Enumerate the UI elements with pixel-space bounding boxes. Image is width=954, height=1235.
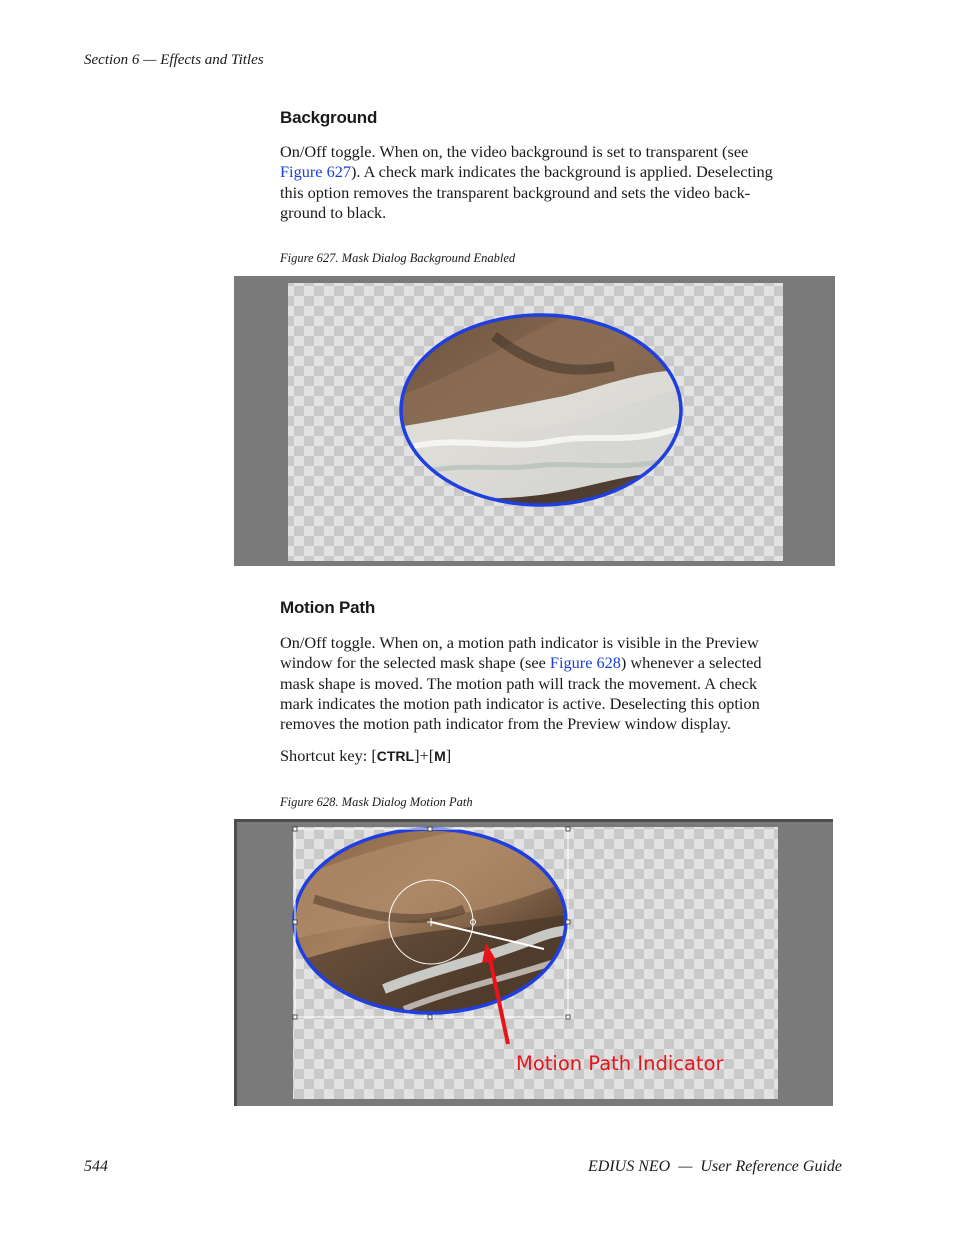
- motion-path-line-5: removes the motion path indicator from the Preview window display.: [280, 714, 732, 734]
- background-heading: Background: [280, 108, 378, 127]
- shortcut-label: Shortcut key:: [280, 746, 372, 765]
- motion-path-line-2: window for the selected mask shape (see Figure 628) whenever a selected: [280, 653, 762, 673]
- background-line-1: On/Off toggle. When on, the video background is set to transparent (see: [280, 142, 749, 161]
- figure-627-caption: Figure 627. Mask Dialog Background Enabled: [280, 251, 516, 265]
- figure-628-link[interactable]: Figure 628: [549, 653, 621, 673]
- shortcut-key-line: Shortcut key: [CTRL]+[M]: [280, 746, 452, 765]
- running-header: Section 6 — Effects and Titles: [84, 52, 264, 68]
- figure-627-link[interactable]: Figure 627: [280, 162, 351, 182]
- guide-title: EDIUS NEO — User Reference Guide: [587, 1158, 842, 1175]
- figure-628-caption: Figure 628. Mask Dialog Motion Path: [280, 795, 473, 809]
- motion-path-description: [280, 633, 840, 734]
- motion-path-line-1: On/Off toggle. When on, a motion path indicator is visible in the Preview: [280, 633, 759, 652]
- background-description: [280, 142, 840, 223]
- motion-path-heading: Motion Path: [280, 598, 376, 617]
- motion-path-line-4: mark indicates the motion path indicator is active. Deselecting this option: [280, 693, 760, 713]
- ctrl-key: CTRL: [376, 748, 415, 764]
- background-line-4: ground to black.: [280, 202, 387, 222]
- figure-627-image: [234, 276, 835, 566]
- background-line-2: Figure 627). A check mark indicates the background is applied. Deselecting: [280, 162, 773, 182]
- motion-path-line-3: mask shape is moved. The motion path will track the movement. A check: [280, 673, 758, 693]
- background-line-3: this option removes the transparent background and sets the video back-: [280, 182, 751, 202]
- m-key: M: [434, 748, 446, 764]
- page-number: 544: [84, 1158, 108, 1175]
- figure-628-image: [234, 819, 833, 1106]
- motion-path-indicator-callout: Motion Path Indicator: [516, 1052, 724, 1075]
